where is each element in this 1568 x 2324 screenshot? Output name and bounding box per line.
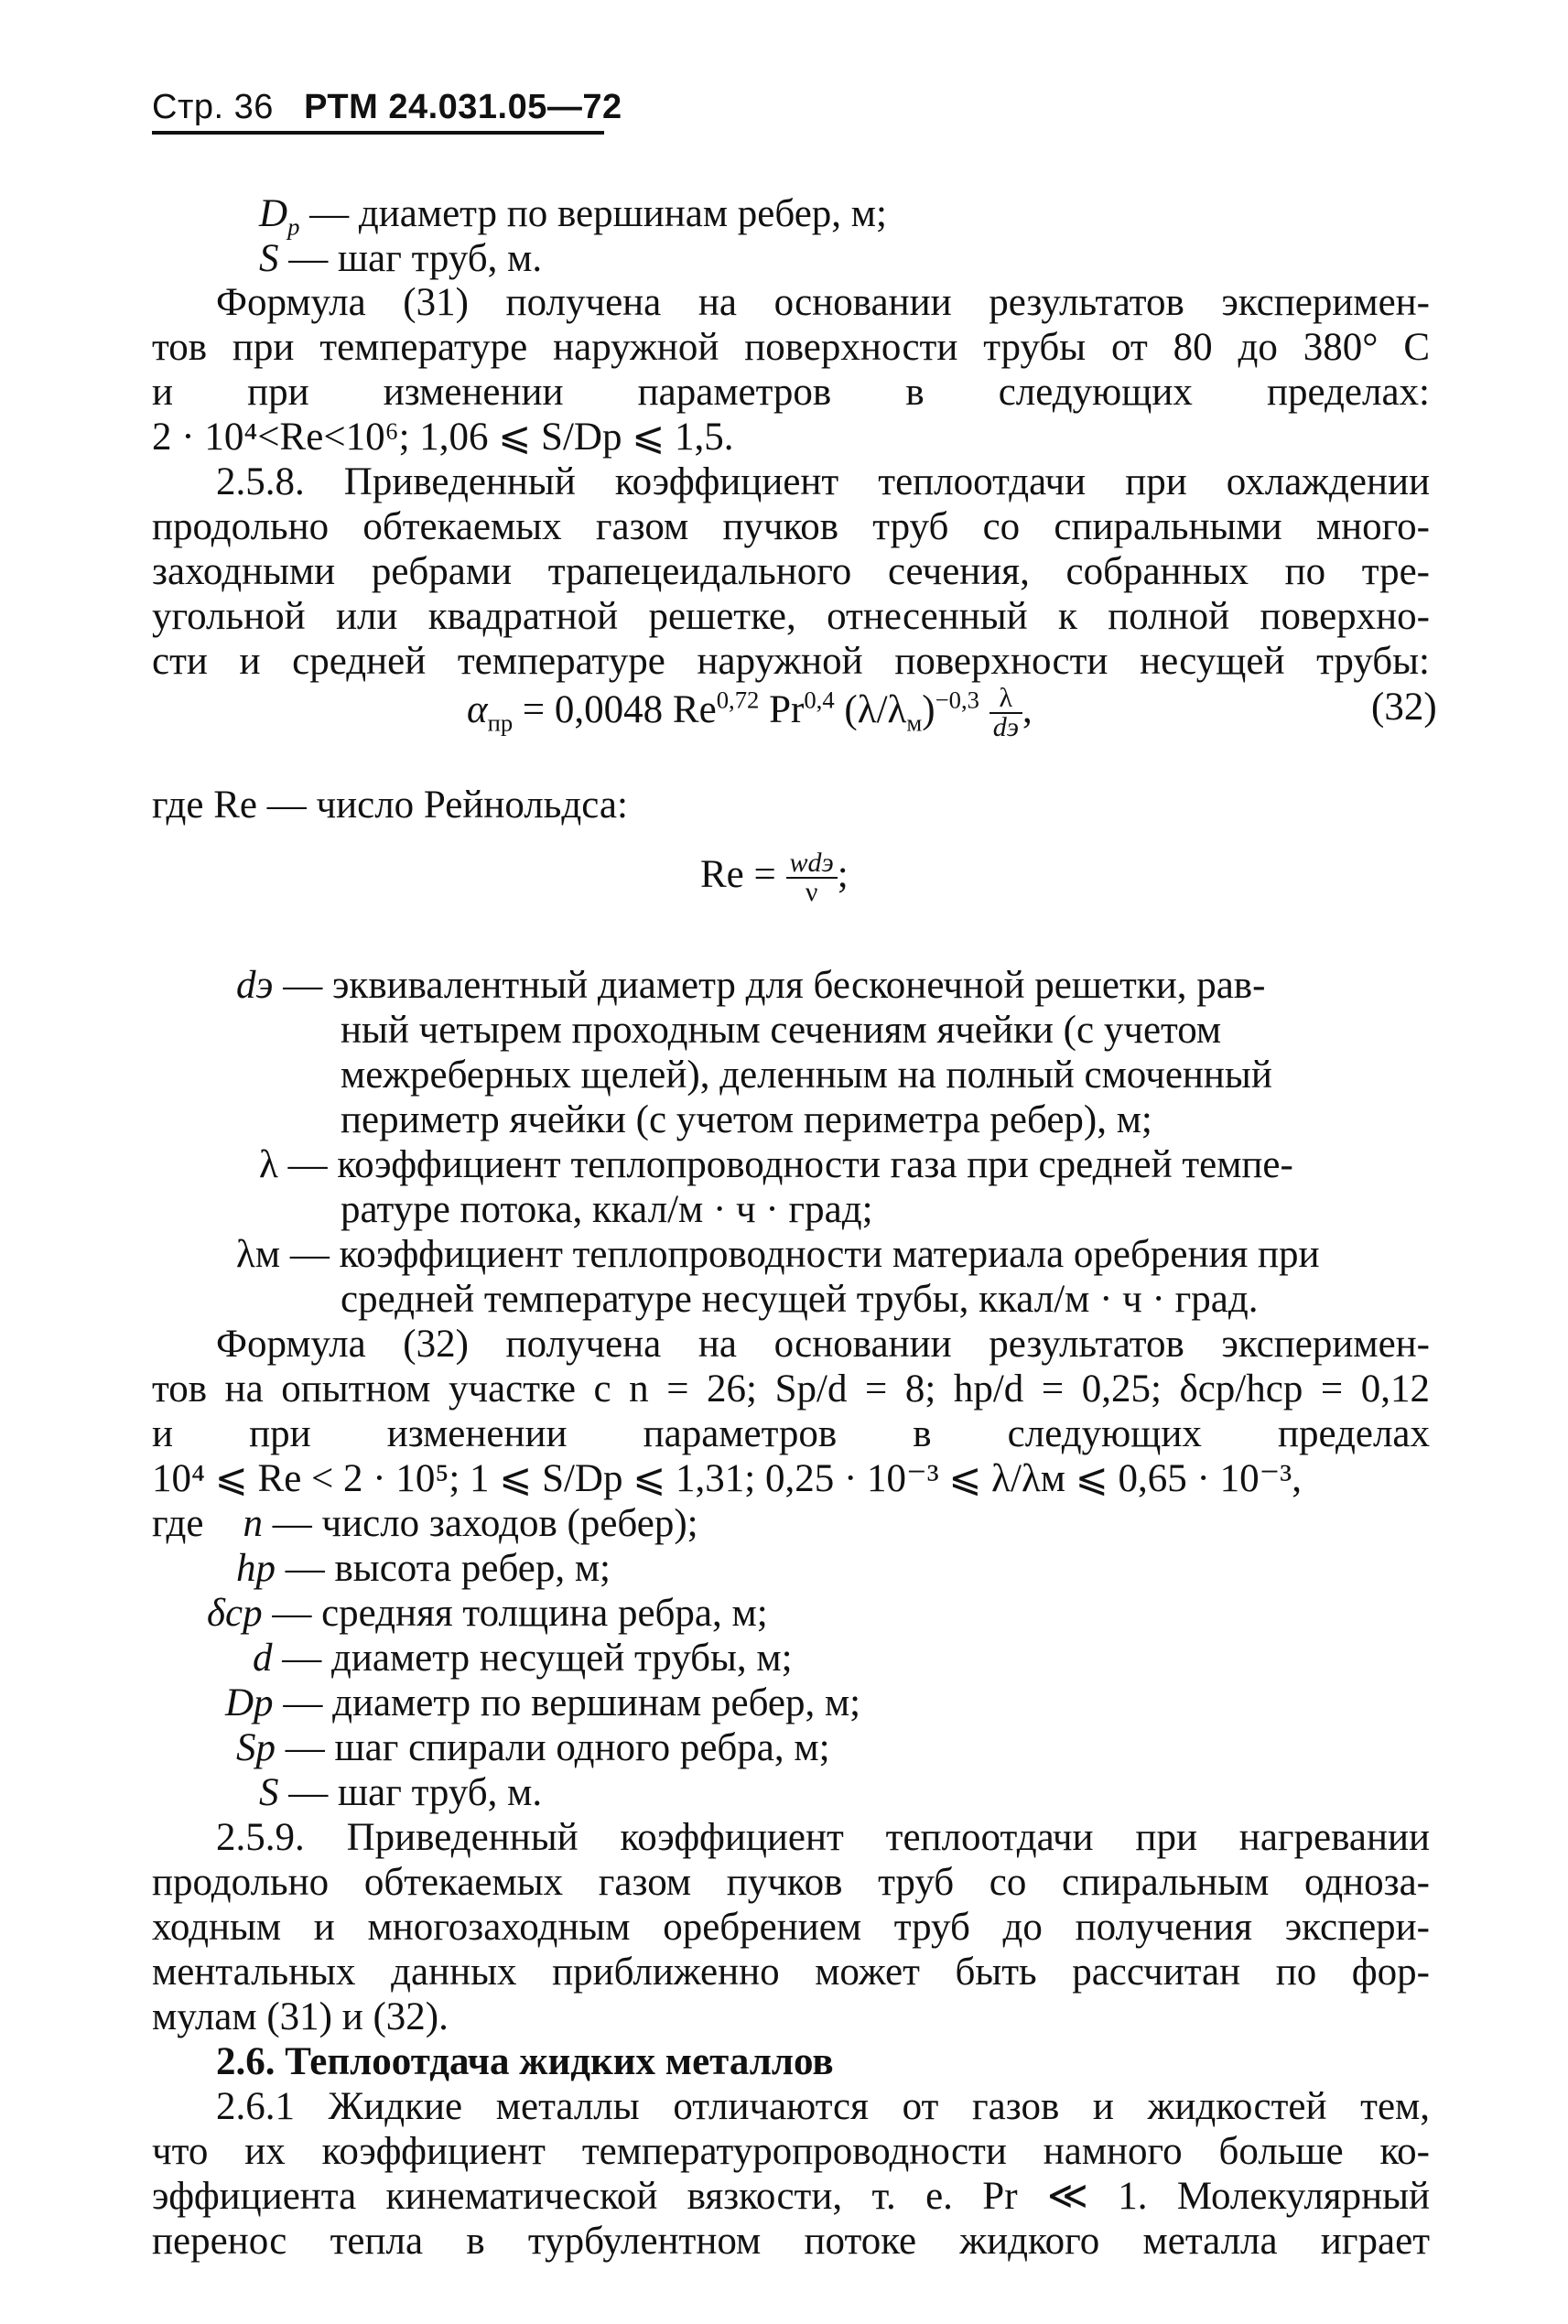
text-line: эффициента кинематической вязкости, т. е. Pr ≪ 1. Молекулярный bbox=[152, 2175, 1430, 2218]
paragraph-2-6-1 bbox=[152, 2084, 1430, 2264]
definition-lambda-cont: ратуре потока, ккал/м · ч · град; bbox=[341, 1188, 873, 1231]
text-line: сти и средней температуре наружной поверхности несущей трубы: bbox=[152, 640, 1430, 683]
definition-de-cont-1: ный четырем проходным сечениям ячейки (с учетом bbox=[341, 1009, 1222, 1052]
definition-hp: hр — высота ребер, м; bbox=[236, 1547, 611, 1590]
formula-32: $\alpha_{пр} = 0,0048$ Re$^{0,72}$ Pr$^{0,4}$ $(\lambda/\lambda_м)^{-0,3}$ $\frac{\lambda}{dэ}$ , bbox=[467, 683, 1033, 742]
page-number: Стр. 36 bbox=[152, 88, 274, 126]
definition-lambda-m: λм — коэффициент теплопроводности материала оребрения при bbox=[236, 1233, 1320, 1276]
paragraph-2-5-9 bbox=[152, 1815, 1430, 2039]
text-line: тов на опытном участке с n = 26; Sр/d = 8; hр/d = 0,25; δср/hср = 0,12 bbox=[152, 1367, 1430, 1411]
definition-dp-top bbox=[259, 191, 887, 241]
definition-d: d — диаметр несущей трубы, м; bbox=[253, 1637, 793, 1680]
symbol: S bbox=[259, 237, 279, 280]
re-intro: где Re — число Рейнольдса: bbox=[152, 784, 628, 827]
paragraph-formula-32 bbox=[152, 1322, 1430, 1501]
text-line: мулам (31) и (32). bbox=[152, 1995, 449, 2038]
text-line: 2 · 10⁴<Re<10⁶; 1,06 ⩽ S/Dр ⩽ 1,5. bbox=[152, 416, 734, 459]
definition-text: — диаметр по вершинам ребер, м; bbox=[299, 192, 887, 235]
text-line: Формула (32) получена на основании результатов эксперимен- bbox=[216, 1323, 1430, 1366]
definition-de-cont-3: периметр ячейки (с учетом периметра ребер), м; bbox=[341, 1098, 1152, 1141]
definition-lambda: λ — коэффициент теплопроводности газа при средней темпе- bbox=[259, 1143, 1293, 1186]
text-line: перенос тепла в турбулентном потоке жидкого металла играет bbox=[152, 2220, 1430, 2263]
reynolds-formula: Re = $\frac{\text{wdэ}}{\nu}$ ; bbox=[700, 848, 849, 907]
definition-lambda-m-cont: средней температуре несущей трубы, ккал/м · ч · град. bbox=[341, 1278, 1259, 1321]
text-line: продольно обтекаемых газом пучков труб со спиральным одноза- bbox=[152, 1861, 1430, 1904]
fraction: $\frac{\text{wdэ}}{\nu}$ bbox=[786, 849, 838, 906]
section-heading: 2.6. Теплоотдача жидких металлов bbox=[216, 2040, 834, 2083]
text-line: тов при температуре наружной поверхности трубы от 80 до 380° С bbox=[152, 326, 1430, 369]
text-line: 2.5.9. Приведенный коэффициент теплоотдачи при нагревании bbox=[216, 1816, 1430, 1859]
paragraph-2-5-8 bbox=[152, 459, 1430, 684]
text-line: 10⁴ ⩽ Re < 2 · 10⁵; 1 ⩽ S/Dр ⩽ 1,31; 0,25 · 10⁻³ ⩽ λ/λм ⩽ 0,65 · 10⁻³, bbox=[152, 1457, 1302, 1500]
definition-de: dэ — эквивалентный диаметр для бесконечной решетки, рав- bbox=[236, 964, 1266, 1007]
text-line: Формула (31) получена на основании результатов эксперимен- bbox=[216, 281, 1430, 324]
text-line: угольной или квадратной решетке, отнесенный к полной поверхно- bbox=[152, 595, 1430, 638]
definition-dp: Dр — диаметр по вершинам ребер, м; bbox=[225, 1681, 861, 1724]
definition-s: S — шаг труб, м. bbox=[259, 1771, 543, 1814]
text-line: и при изменении параметров в следующих пределах: bbox=[152, 371, 1430, 414]
text-line: ходным и многозаходным оребрением труб до получения экспери- bbox=[152, 1906, 1430, 1949]
definition-de-cont-2: межреберных щелей), деленным на полный смоченный bbox=[341, 1054, 1272, 1097]
text-line: ментальных данных приближенно может быть рассчитан по фор- bbox=[152, 1951, 1430, 1994]
text-line: и при изменении параметров в следующих пределах bbox=[152, 1412, 1430, 1455]
definition-text: — шаг труб, м. bbox=[278, 237, 543, 280]
fraction: $\frac{\lambda}{dэ}$ bbox=[989, 685, 1022, 741]
equation-number: (32) bbox=[1371, 686, 1437, 729]
page-header bbox=[152, 88, 622, 135]
text-line: продольно обтекаемых газом пучков труб со спиральными много- bbox=[152, 505, 1430, 548]
definition-s-top bbox=[259, 236, 542, 281]
text-line: 2.6.1 Жидкие металлы отличаются от газов и жидкостей тем, bbox=[216, 2085, 1430, 2128]
symbol: $D_р$ bbox=[259, 192, 300, 241]
definition-n: где n — число заходов (ребер); bbox=[152, 1502, 698, 1545]
definition-sp: Sр — шаг спирали одного ребра, м; bbox=[236, 1726, 830, 1769]
text-line: заходными ребрами трапецеидального сечения, собранных по тре- bbox=[152, 550, 1430, 593]
definition-delta: δср — средняя толщина ребра, м; bbox=[207, 1592, 768, 1635]
text-line: 2.5.8. Приведенный коэффициент теплоотдачи при охлаждении bbox=[216, 460, 1430, 503]
text-line: что их коэффициент температуропроводности намного больше ко- bbox=[152, 2130, 1430, 2173]
paragraph-formula-31 bbox=[152, 280, 1430, 459]
document-code: РТМ 24.031.05—72 bbox=[304, 88, 622, 126]
